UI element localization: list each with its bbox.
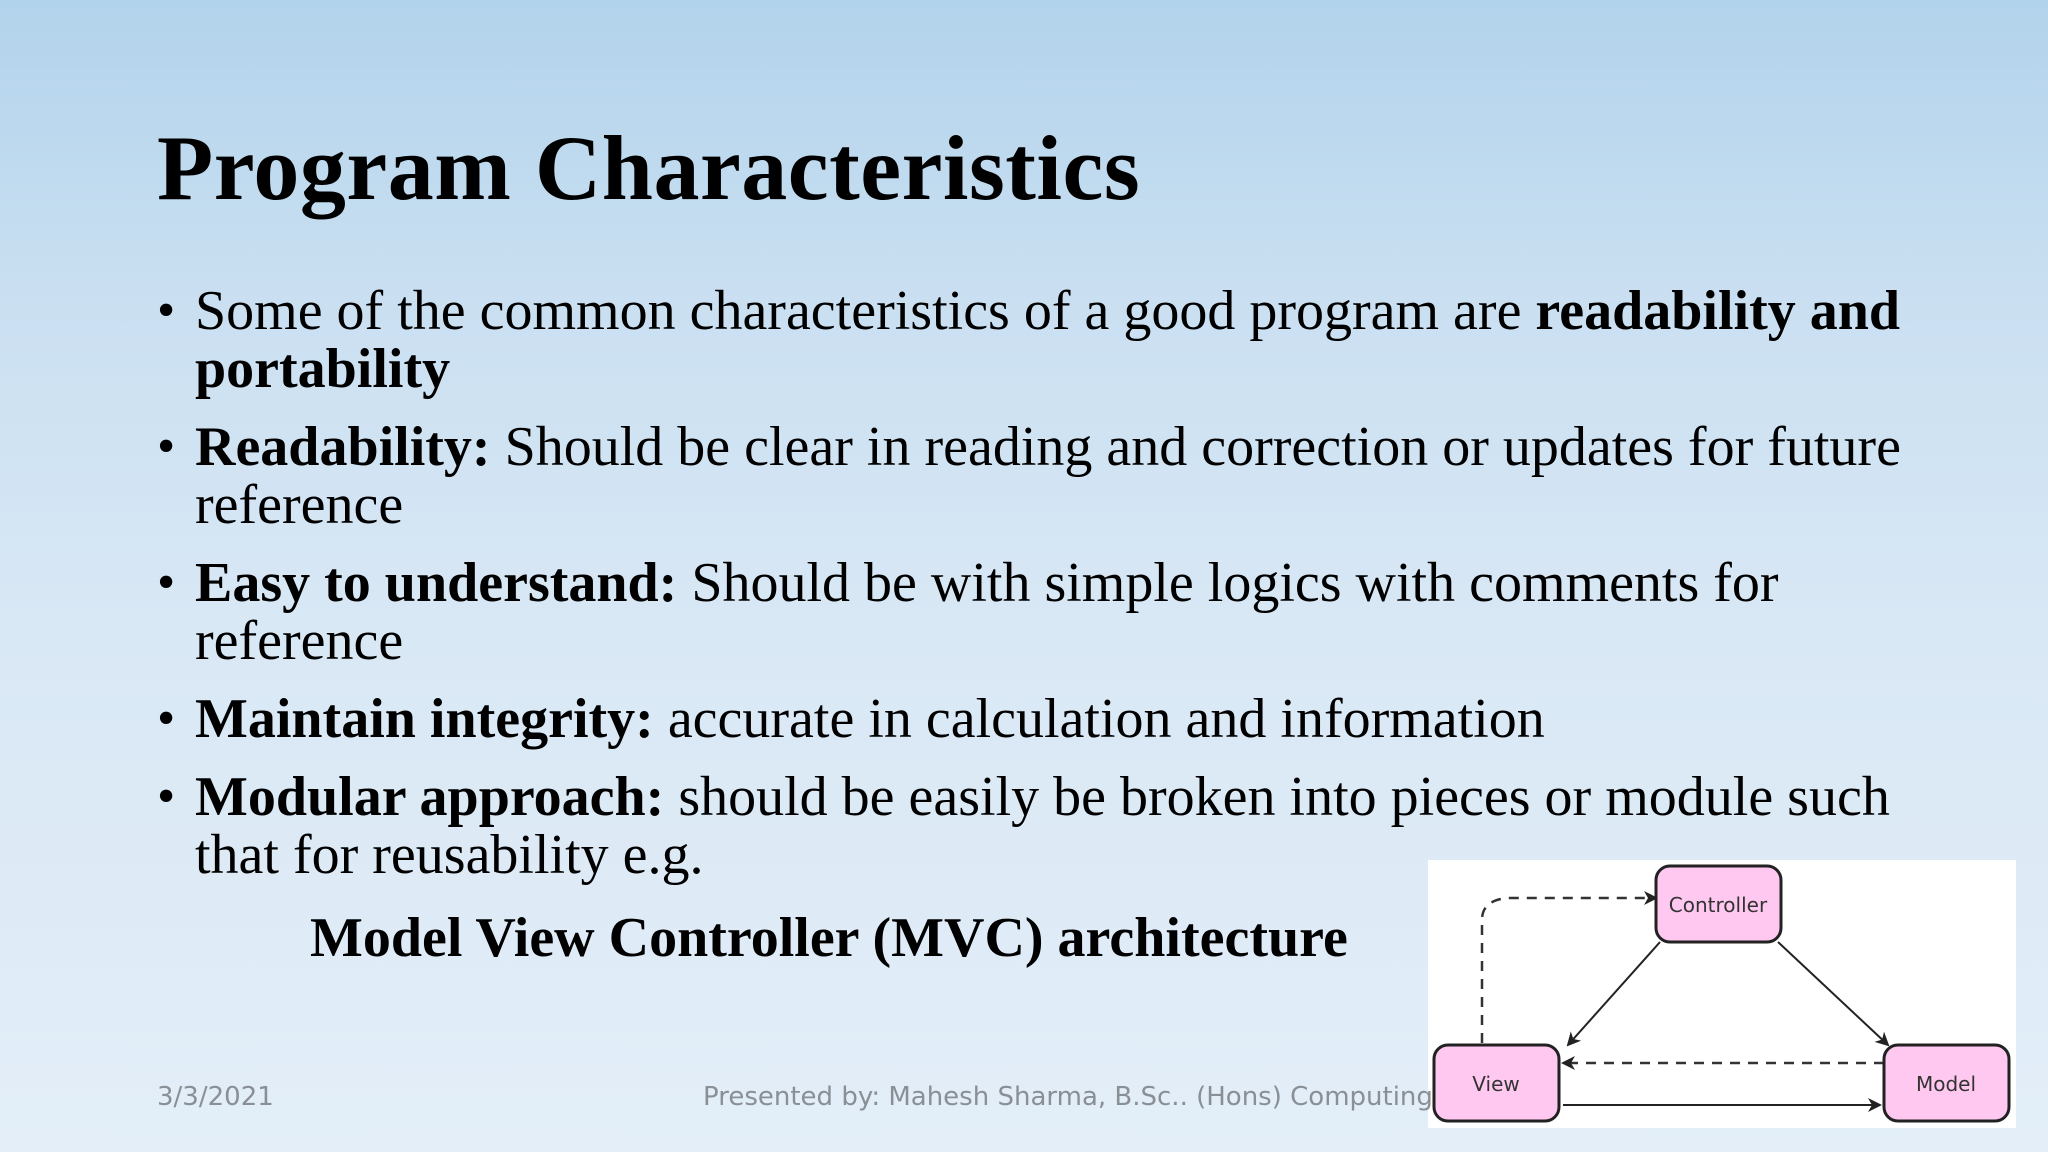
controller-to-model-arrow — [1778, 942, 1888, 1045]
mvc-heading: Model View Controller (MVC) architecture — [310, 907, 1348, 969]
bullet-item — [157, 418, 1917, 534]
bullet-list — [157, 282, 1917, 904]
slide-title: Program Characteristics — [157, 117, 1141, 219]
bullet-item — [157, 690, 1917, 748]
view-node — [1434, 1045, 1559, 1121]
bullet-item — [157, 554, 1917, 670]
bullet-text: Some of the common characteristics of a good program are — [195, 280, 1536, 342]
controller-label: Controller — [1668, 893, 1768, 917]
bullet-text: Should be clear in reading and correction or updates for future reference — [195, 416, 1901, 536]
bullet-tail: readability and portability — [195, 280, 1901, 400]
view-label: View — [1472, 1072, 1520, 1096]
bullet-text: should be easily be broken into pieces or module such that for reusability e.g. — [195, 766, 1890, 886]
bullet-text: Should be with simple logics with comments for reference — [195, 552, 1779, 672]
model-label: Model — [1915, 1072, 1977, 1096]
view-to-controller-dashed-arrow — [1482, 898, 1656, 1043]
model-node — [1884, 1045, 2009, 1121]
bullet-lead: Easy to understand: — [195, 552, 678, 614]
mvc-diagram — [1428, 860, 2016, 1128]
footer-presenter: Presented by: Mahesh Sharma, B.Sc.. (Hons) Computing — [703, 1082, 1433, 1112]
controller-node — [1656, 866, 1781, 942]
mvc-diagram-svg — [1428, 860, 2016, 1128]
bullet-lead: Maintain integrity: — [195, 688, 654, 750]
bullet-text: accurate in calculation and information — [653, 688, 1545, 750]
controller-to-view-arrow — [1568, 942, 1660, 1045]
bullet-item — [157, 282, 1917, 398]
bullet-lead: Readability: — [195, 416, 491, 478]
footer-date: 3/3/2021 — [157, 1082, 274, 1112]
bullet-lead: Modular approach: — [195, 766, 665, 828]
